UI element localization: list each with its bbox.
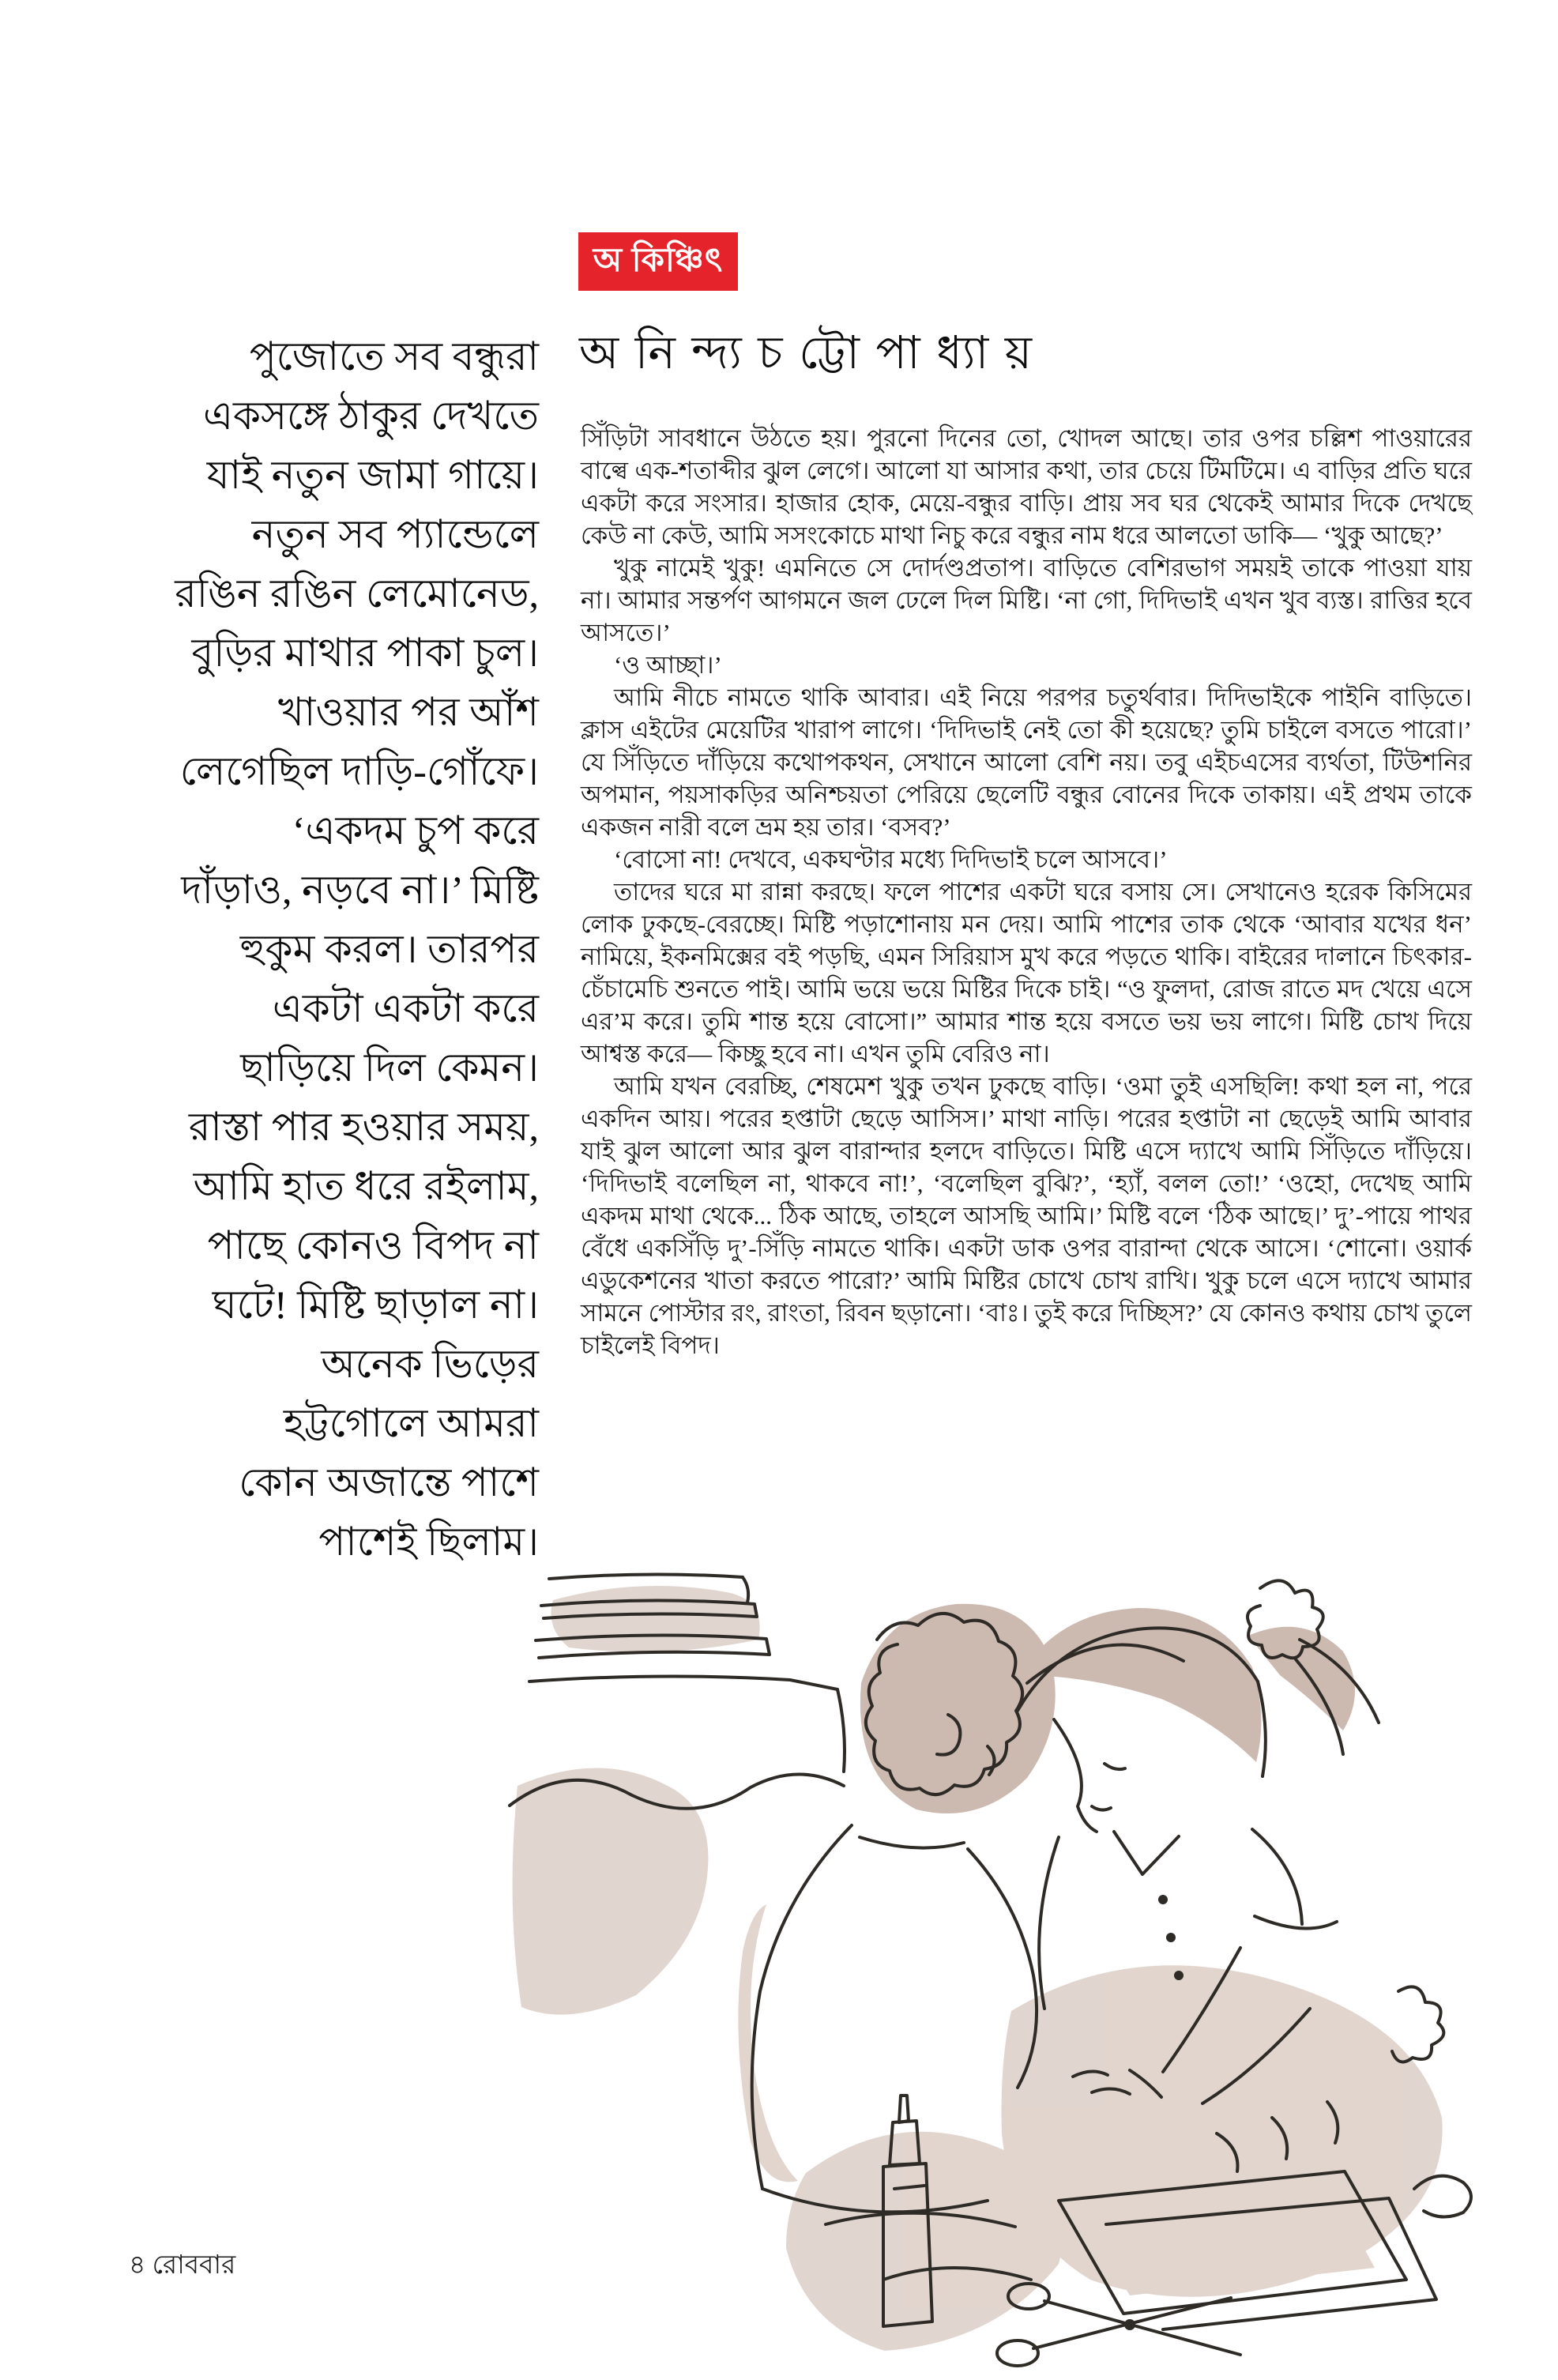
page-footer: ৪ রোববার [129, 2251, 236, 2280]
section-badge [578, 232, 738, 291]
article-paragraph: সিঁড়িটা সাবধানে উঠতে হয়। পুরনো দিনের তো, খোদল আছে। তার ওপর চল্লিশ পাওয়ারের বাল্বে এক-শতাব্দীর ঝুল লেগে। আলো যা আসার কথা, তার চেয়ে টিমটিমে। এ বাড়ির প্রতি ঘরে একটা করে সংসার। হাজার হোক, মেয়ে-বন্ধুর বাড়ি। প্রায় সব ঘর থেকেই আমার দিকে দেখছে কেউ না কেউ, আমি সসংকোচে মাথা নিচু করে বন্ধুর নাম ধরে আলতো ডাকি— ‘খুকু আছে?’ [581, 424, 1472, 549]
poem [119, 327, 539, 1572]
poem-line: নতুন সব প্যান্ডেলে [251, 512, 539, 556]
poem-line: পাশেই ছিলাম। [318, 1520, 539, 1564]
poem-line: পুজোতে সব বন্ধুরা [249, 334, 539, 378]
poem-line: যাই নতুন জামা গায়ে। [206, 453, 539, 497]
girl-hair-wash [1019, 1608, 1261, 1762]
article-paragraph: আমি যখন বেরচ্ছি, শেষমেশ খুকু তখন ঢুকছে বাড়ি। ‘ওমা তুই এসছিলি! কথা হল না, পরে একদিন আয়। পরের হপ্তাটা ছেড়ে আসিস।’ মাথা নাড়ি। পরের হপ্তাটা না ছেড়েই আমি আবার যাই ঝুল আলো আর ঝুল বারান্দার হলদে বাড়িতে। মিষ্টি এসে দ্যাখে আমি সিঁড়িতে দাঁড়িয়ে। ‘দিদিভাই বলেছিল না, থাকবে না!’, ‘বলেছিল বুঝি?’, ‘হ্যাঁ, বলল তো!’ ‘ওহো, দেখেছ আমি একদম মাথা থেকে... ঠিক আছে, তাহলে আসছি আমি।’ মিষ্টি বলে ‘ঠিক আছে।’ দু’-পায়ে পাথর বেঁধে একসিঁড়ি দু’-সিঁড়ি নামতে থাকি। একটা ডাক ওপর বারান্দা থেকে আসে। ‘শোনো। ওয়ার্ক এডুকেশনের খাতা করতে পারো?’ আমি মিষ্টির চোখে চোখ রাখি। খুকু চলে এসে দ্যাখে আমার সামনে পোস্টার রং, রাংতা, রিবন ছড়ানো। ‘বাঃ। তুই করে দিচ্ছিস?’ যে কোনও কথায় চোখ তুলে চাইলেই বিপদ। [581, 1072, 1472, 1359]
pillow-wash [513, 1768, 709, 2015]
poem-line: রাস্তা পার হওয়ার সময়, [188, 1105, 539, 1149]
poem-line: পাছে কোনও বিপদ না [207, 1223, 539, 1267]
illustration-sketch [506, 1565, 1485, 2380]
boy-back-shade [738, 1904, 798, 2182]
article-paragraph: ‘বোসো না! দেখবে, একঘণ্টার মধ্যে দিদিভাই চলে আসবে।’ [614, 845, 1168, 873]
article-paragraph: খুকু নামেই খুকু! এমনিতে সে দোর্দণ্ডপ্রতাপ। বাড়িতে বেশিরভাগ সময়ই তাকে পাওয়া যায় না। আমার সন্তর্পণ আগমনে জল ঢেলে দিল মিষ্টি। ‘না গো, দিদিভাই এখন খুব ব্যস্ত। রাত্তির হবে আসতে।’ [581, 554, 1472, 646]
poem-line: একসঙ্গে ঠাকুর দেখতে [202, 394, 539, 438]
poem-line: হুকুম করল। তারপর [239, 927, 539, 971]
poem-line: হট্টগোলে আমরা [283, 1401, 539, 1445]
article-paragraph: তাদের ঘরে মা রান্না করছে। ফলে পাশের একটা ঘরে বসায় সে। সেখানেও হরেক কিসিমের লোক ঢুকছে-বেরচ্ছে। মিষ্টি পড়াশোনায় মন দেয়। আমি পাশের তাক থেকে ‘আবার যখের ধন’ নামিয়ে, ইকনমিক্সের বই পড়ছি, এমন সিরিয়াস মুখ করে পড়তে থাকি। বাইরের দালানে চিৎকার-চেঁচামেচি শুনতে পাই। আমি ভয়ে ভয়ে মিষ্টির দিকে চাই। “ও ফুলদা, রোজ রাতে মদ খেয়ে এসে এর’ম করে। তুমি শান্ত হয়ে বোসো।” আমার শান্ত হয়ে বসতে ভয় ভয় লাগে। মিষ্টি চোখ দিয়ে আশ্বস্ত করে— কিচ্ছু হবে না। এখন তুমি বেরিও না। [581, 878, 1472, 1068]
sketch-svg [506, 1565, 1485, 2380]
author-name: অ নি ন্দ্য চ ট্টো পা ধ্যা য় [579, 327, 1035, 378]
poem-line: খাওয়ার পর আঁশ [278, 690, 539, 734]
poem-line: আমি হাত ধরে রইলাম, [193, 1164, 539, 1208]
poem-line: বুড়ির মাথার পাকা চুল। [191, 631, 539, 675]
poem-line: লেগেছিল দাড়ি-গোঁফে। [179, 749, 539, 793]
poem-line: ছাড়িয়ে দিল কেমন। [240, 1045, 539, 1090]
boy-hair-wash [860, 1604, 1056, 1813]
poem-line: রঙিন রঙিন লেমোনেড, [175, 571, 539, 616]
poem-line: ঘটে! মিষ্টি ছাড়াল না। [212, 1282, 539, 1327]
books-wash [551, 1586, 760, 1652]
article-paragraph: আমি নীচে নামতে থাকি আবার। এই নিয়ে পরপর চতুর্থবার। দিদিভাইকে পাইনি বাড়িতে। ক্লাস এইটের মেয়েটির খারাপ লাগে। ‘দিদিভাই নেই তো কী হয়েছে? তুমি চাইলে বসতে পারো।’ যে সিঁড়িতে দাঁড়িয়ে কথোপকথন, সেখানে আলো বেশি নয়। তবু এইচএসের ব্যর্থতা, টিউশনির অপমান, পয়সাকড়ির অনিশ্চয়তা পেরিয়ে ছেলেটি বন্ধুর বোনের দিকে তাকায়। এই প্রথম তাকে একজন নারী বলে ভ্রম হয় তার। ‘বসব?’ [581, 683, 1472, 841]
article-body [581, 422, 1472, 1361]
article-paragraph: ‘ও আচ্ছা।’ [614, 651, 722, 679]
poem-line: একটা একটা করে [272, 986, 539, 1030]
poem-line: অনেক ভিড়ের [321, 1342, 539, 1386]
poem-line: ‘একদম চুপ করে [292, 808, 539, 853]
section-badge-label: অ কিঞ্চিৎ [593, 242, 724, 279]
poem-line: দাঁড়াও, নড়বে না।’ মিষ্টি [181, 868, 539, 912]
poem-line: কোন অজান্তে পাশে [239, 1460, 539, 1504]
